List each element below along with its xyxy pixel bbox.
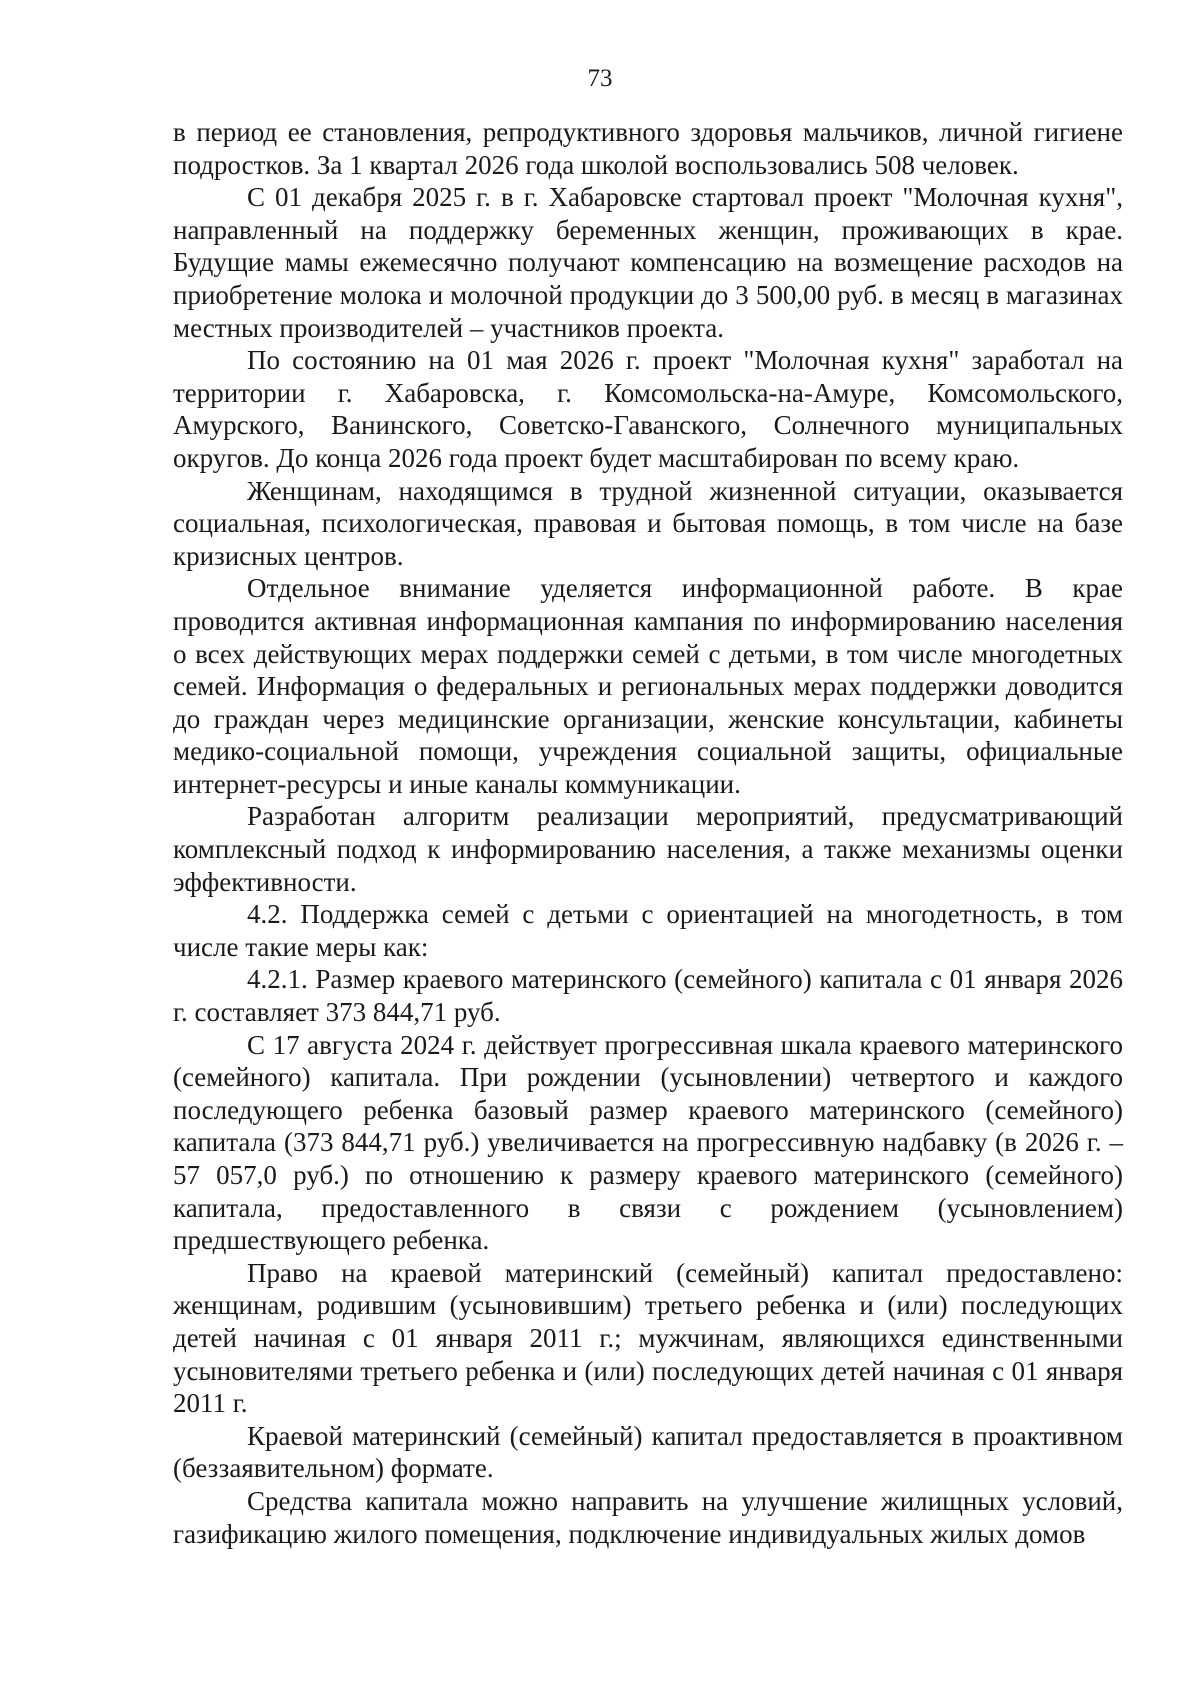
paragraph-12: Средства капитала можно направить на улучшение жилищных условий, газификацию жилого помещения, подключение индивидуальных жилых домов [173,1485,1123,1549]
paragraph-10: Право на краевой материнский (семейный) капитал предоставлено: женщинам, родившим (усыновившим) третьего ребенка и (или) последующих детей начиная с 01 января 2011 г.; мужчинам, являющихся единственными усыновителями третьего ребенка и (или) последующих детей начиная с 01 января 2011 г. [173,1257,1123,1419]
document-body [173,116,1123,1550]
section-heading-4-2: 4.2. Поддержка семей с детьми с ориентацией на многодетность, в том числе такие меры как: [173,899,1123,962]
paragraph-11: Краевой материнский (семейный) капитал предоставляется в проактивном (беззаявительном) формате. [173,1420,1123,1484]
paragraph-2: С 01 декабря 2025 г. в г. Хабаровске стартовал проект "Молочная кухня", направленный на поддержку беременных женщин, проживающих в крае. Будущие мамы ежемесячно получают компенсацию на возмещение расходов на приобретение молока и молочной продукции до 3 500,00 руб. в месяц в магазинах местных производителей – участников проекта. [173,182,1123,343]
section-heading-4-2-1: 4.2.1. Размер краевого материнского (семейного) капитала с 01 января 2026 г. составляет 373 844,71 руб. [173,964,1123,1028]
paragraph-9: С 17 августа 2024 г. действует прогрессивная шкала краевого материнского (семейного) капитала. При рождении (усыновлении) четвертого и каждого последующего ребенка базовый размер краевого материнского (семейного) капитала (373 844,71 руб.) увеличивается на прогрессивную надбавку (в 2026 г. – 57 057,0 руб.) по отношению к размеру краевого материнского (семейного) капитала, предоставленного в связи с рождением (усыновлением) предшествующего ребенка. [173,1029,1123,1256]
page-number: 73 [587,65,613,92]
paragraph-3: По состоянию на 01 мая 2026 г. проект "Молочная кухня" заработал на территории г. Хабаровска, г. Комсомольска-на-Амуре, Комсомольского, Амурского, Ванинского, Советско-Гаванского, Солнечного муниципальных округов. До конца 2026 года проект будет масштабирован по всему краю. [173,345,1123,473]
paragraph-5: Отдельное внимание уделяется информационной работе. В крае проводится активная информационная кампания по информированию населения о всех действующих мерах поддержки семей с детьми, в том числе многодетных семей. Информация о федеральных и региональных мерах поддержки доводится до граждан через медицинские организации, женские консультации, кабинеты медико-социальной помощи, учреждения социальной защиты, официальные интернет-ресурсы и иные каналы коммуникации. [173,573,1123,799]
paragraph-4: Женщинам, находящимся в трудной жизненной ситуации, оказывается социальная, психологическая, правовая и бытовая помощь, в том числе на базе кризисных центров. [173,475,1123,571]
paragraph-6: Разработан алгоритм реализации мероприятий, предусматривающий комплексный подход к информированию населения, а также механизмы оценки эффективности. [173,801,1123,897]
paragraph-1: в период ее становления, репродуктивного здоровья мальчиков, личной гигиене подростков. За 1 квартал 2026 года школой воспользовались 508 человек. [173,117,1123,180]
